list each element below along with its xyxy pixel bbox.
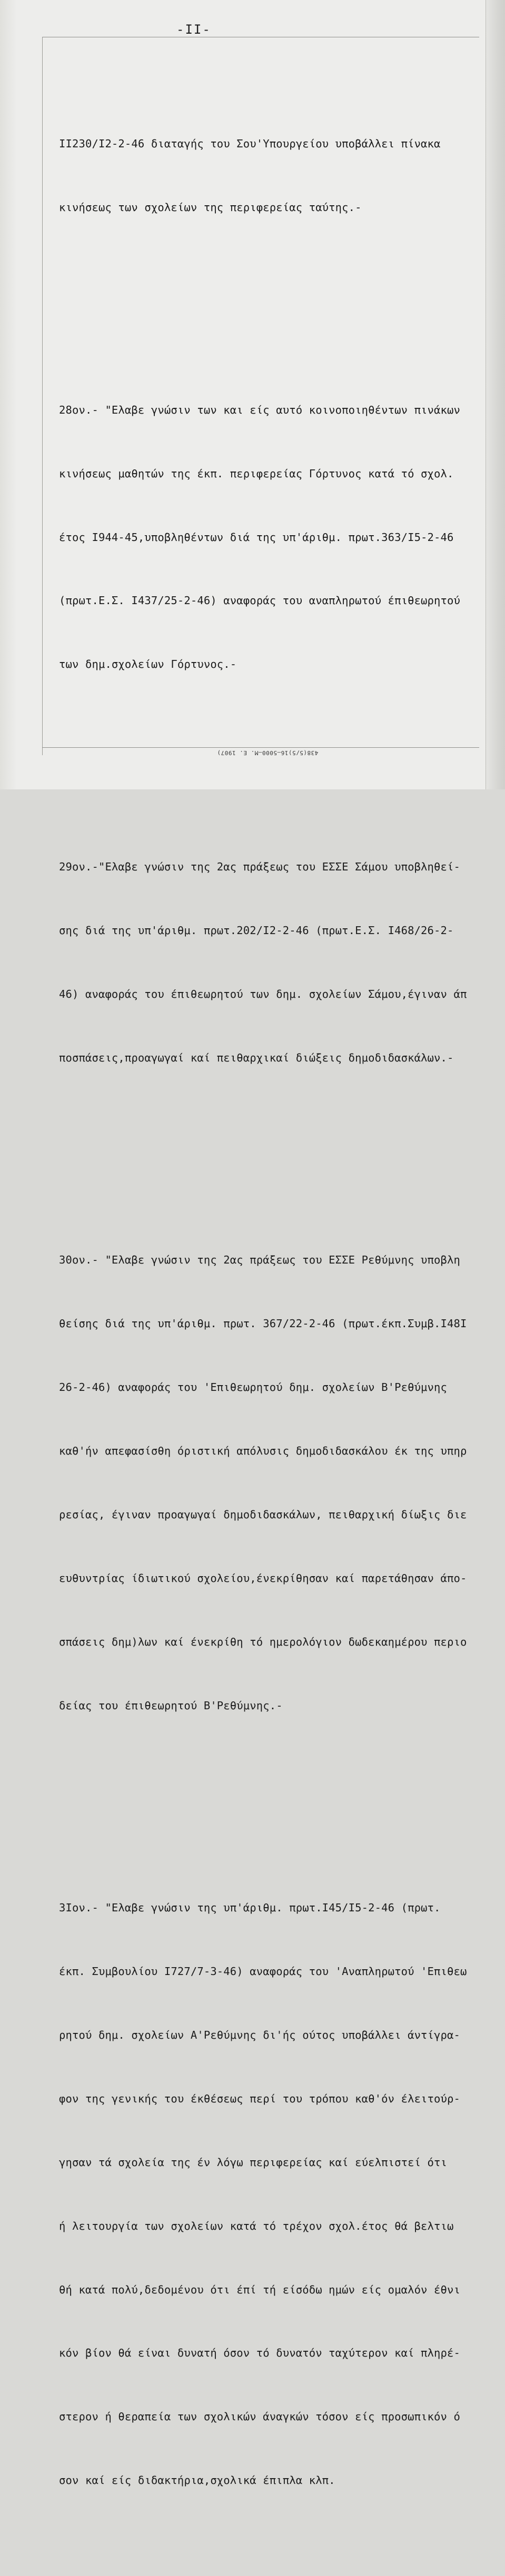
text-line: έκπ. Συμβουλίου I727/7-3-46) αναφοράς του 'Αναπληρωτού 'Επιθεω: [59, 1965, 467, 1978]
text-line: έτος I944-45,υποβληθέντων διά της υπ'άριθμ. πρωτ.363/I5-2-46: [59, 530, 454, 544]
text-line: ευθυντρίας ίδιωτικού σχολείου,ένεκρίθησαν καί παρετάθησαν άπο-: [59, 1571, 467, 1585]
text-line: κόν βίον θά είναι δυνατή όσον τό δυνατόν ταχύτερον καί πληρέ-: [59, 2347, 461, 2360]
text-line: (πρωτ.Ε.Σ. I437/25-2-46) αναφοράς του αναπληρωτού έπιθεωρητού: [59, 594, 461, 607]
margin-line: [42, 37, 43, 755]
text-line: ρητού δημ. σχολείων Α'Ρεθύμνης δι'ής ούτος υποβάλλει άντίγρα-: [59, 2029, 461, 2042]
text-line: στερον ή θεραπεία των σχολικών άναγκών τόσον είς προσωπικόν ό: [59, 2410, 461, 2423]
text-line: κινήσεως των σχολείων της περιφερείας ταύτης.-: [59, 201, 362, 214]
text-line: θείσης διά της υπ'άριθμ. πρωτ. 367/22-2-46 (πρωτ.έκπ.Συμβ.I48I: [59, 1317, 467, 1330]
text-line: γησαν τά σχολεία της έν λόγω περιφερείας καί εύελπιστεί ότι: [59, 2156, 448, 2169]
text-line: των δημ.σχολείων Γόρτυνος.-: [59, 658, 237, 671]
text-line: 28ον.- "Ελαβε γνώσιν των και είς αυτό κοινοποιηθέντων πινάκων: [59, 403, 461, 416]
text-line: 30ον.- "Ελαβε γνώσιν της 2ας πράξεως του ΕΣΣΕ Ρεθύμνης υποβλη: [59, 1254, 461, 1267]
text-line: κινήσεως μαθητών της έκπ. περιφερείας Γόρτυνος κατά τό σχολ.: [59, 467, 454, 480]
text-line: σπάσεις δημ)λων καί ένεκρίθη τό ημερολόγιον δωδεκαημέρου περιο: [59, 1635, 467, 1648]
bottom-rule: [42, 747, 479, 748]
text-line: δείας του έπιθεωρητού Β'Ρεθύμνης.-: [59, 1699, 283, 1712]
text-line: σης διά της υπ'άριθμ. πρωτ.202/I2-2-46 (πρωτ.Ε.Σ. I468/26-2-: [59, 924, 454, 937]
footer-print-mark: 438(5/5)16—5000—Μ. Ε. 1907): [217, 749, 319, 756]
page-number: -II-: [176, 22, 211, 37]
paragraph: [59, 1855, 480, 2534]
paragraph: [59, 357, 480, 717]
text-line: ποσπάσεις,προαγωγαί καί πειθαρχικαί διώξεις δημοδιδασκάλων.-: [59, 1051, 454, 1064]
text-line: 3Iον.- "Ελαβε γνώσιν της υπ'άριθμ. πρωτ.I45/I5-2-46 (πρωτ.: [59, 1901, 441, 1915]
paragraph: [59, 814, 480, 1110]
text-line: σον καί είς διδακτήρια,σχολικά έπιπλα κλπ.: [59, 2474, 335, 2487]
text-line: 26-2-46) αναφοράς του 'Επιθεωρητού δημ. σχολείων Β'Ρεθύμνης: [59, 1381, 448, 1394]
document-body: [59, 48, 480, 2576]
text-line: II230/I2-2-46 διαταγής του Σου'Υπουργείου υποβάλλει πίνακα: [59, 137, 441, 151]
right-page-edge: [486, 0, 505, 789]
text-line: ή λειτουργία των σχολείων κατά τό τρέχον σχολ.έτος θά βελτιω: [59, 2219, 454, 2232]
text-line: καθ'ήν απεφασίσθη όριστική απόλυσις δημοδιδασκάλου έκ της υπηρ: [59, 1445, 467, 1457]
left-page-edge: [0, 0, 16, 789]
text-line: φον της γενικής του έκθέσεως περί του τρόπου καθ'όν έλειτούρ-: [59, 2092, 461, 2105]
paragraph: [59, 1207, 480, 1759]
text-line: 29ον.-"Ελαβε γνώσιν της 2ας πράξεως του ΕΣΣΕ Σάμου υποβληθεί-: [59, 860, 461, 873]
text-line: ρεσίας, έγιναν προαγωγαί δημοδιδασκάλων, πειθαρχική δίωξις διε: [59, 1508, 467, 1521]
text-line: θή κατά πολύ,δεδομένου ότι έπί τή είσόδω ημών είς ομαλόν έθνι: [59, 2283, 461, 2296]
text-line: 46) αναφοράς του έπιθεωρητού των δημ. σχολείων Σάμου,έγιναν άπ: [59, 987, 467, 1000]
paragraph: [59, 91, 480, 260]
